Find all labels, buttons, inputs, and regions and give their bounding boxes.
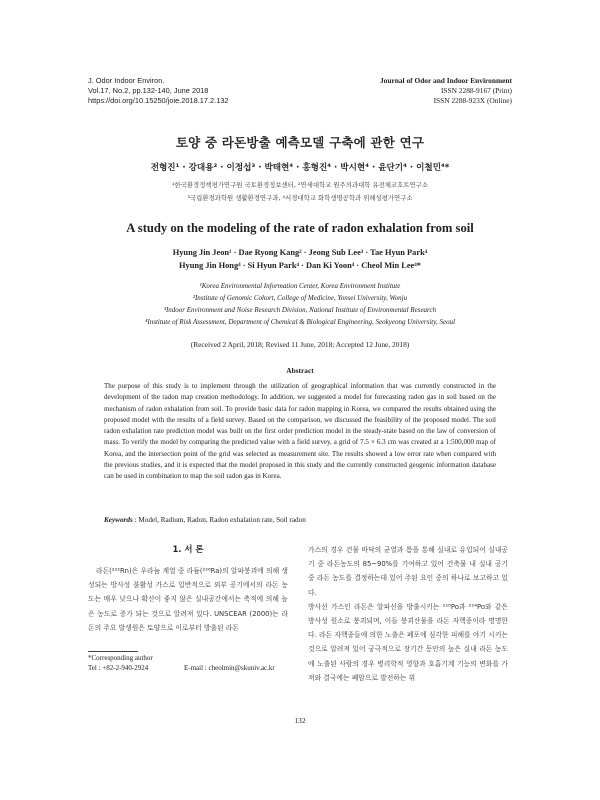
journal-short-name: J. Odor Indoor Environ. <box>88 76 165 85</box>
footnote-divider <box>88 651 138 652</box>
korean-title: 토양 중 라돈방출 예측모델 구축에 관한 연구 <box>175 135 425 150</box>
korean-affiliation-line: ¹한국환경정책평가연구원 국토환경정보센터, ²연세대학교 원주의과대학 유전체코호트연구소 <box>171 181 429 189</box>
keywords-line <box>104 516 496 524</box>
volume-info: Vol.17, No.2, pp.132-140, June 2018 <box>88 86 209 95</box>
english-affiliation-line: ¹Korea Environmental Information Center, Korea Environment Institute <box>199 282 401 290</box>
doi-link[interactable]: https://doi.org/10.15250/joie.2018.17.2.132 <box>88 96 229 105</box>
corresponding-author-tel: Tel : +82-2-940-2924 <box>88 664 149 672</box>
english-title: A study on the modeling of the rate of radon exhalation from soil <box>126 221 474 235</box>
journal-full-name: Journal of Odor and Indoor Environment <box>379 76 512 85</box>
corresponding-author-email[interactable]: E-mail : cheolmin@skuniv.ac.kr <box>184 664 275 672</box>
body-text-right-column: 가스의 경우 건물 바닥의 균열과 틈을 통해 실내로 유입되어 실내공기 중 라돈농도의 85~90%를 기여하고 있어 건축물 내 실내 공기 중 라돈 농도를 결정하는데 있어 주된 요인 중의 하나로 보고하고 있다. 방사선 가스인 라돈은 알파선을 방출시키는 ²¹⁸Po과 ²¹⁴Po와 같은 방사성 원소로 붕괴되며, 이들 붕괴산물을 라돈 자핵종이라 명명한다. 라돈 자핵종들에 의한 노출은 폐포에 심각한 피해를 야기 시키는 것으로 알려져 있어 궁극적으로 장기간 동안의 높은 실내 라돈 농도에 노출된 사람의 경우 병리학적 영향과 호흡기계 기능의 변화를 가져와 결국에는 폐암으로 발전하는 위 <box>308 546 508 682</box>
received-dates: (Received 2 April, 2018; Revised 11 June, 2018; Accepted 12 June, 2018) <box>190 340 410 349</box>
section-heading-introduction: 1. 서 론 <box>172 544 204 554</box>
page-number: 132 <box>294 716 306 725</box>
keywords-label: Keywords <box>104 516 133 524</box>
issn-online: ISSN 2288-923X (Online) <box>433 96 512 105</box>
journal-header-right <box>380 76 512 106</box>
english-affiliation-line: ²Institute of Genomic Cohort, College of Medicine, Yonsei University, Wonju <box>192 294 408 302</box>
abstract-heading: Abstract <box>286 366 314 375</box>
english-authors-line: Hyung Jin Jeon¹ · Dae Ryong Kang² · Jeong Sub Lee³ · Tae Hyun Park⁴ <box>172 248 428 257</box>
body-text-left-column: 라돈(²²²Rn)은 우라늄 계열 중 라듐(²²⁶Ra)의 알파붕괴에 의해 생성되는 방사성 불활성 가스로 일반적으로 외부 공기에서의 라돈 농도는 매우 낮으나 확산이 좋지 않은 실내공간에서는 축적에 의해 높은 농도로 증가 되는 것으로 알려져 있다. UNSCEAR (2000)는 라돈의 주요 발생원은 토양으로 이로부터 방출된 라돈 <box>88 567 288 632</box>
journal-header-left <box>88 76 229 106</box>
english-affiliation-line: ⁴Institute of Risk Assessment, Department of Chemical & Biological Engineering, Seokyeong University, Seoul <box>144 318 456 326</box>
korean-authors: 전형진¹ · 강대용² · 이정섭³ · 박태현⁴ · 홍형진⁴ · 박시현⁴ · 윤단기⁴ · 이철민⁴* <box>150 163 450 173</box>
abstract-text: The purpose of this study is to implement through the utilization of geographical information that was currently constructed in the development of the radon map creation methodology. In addition, we suggested a model for forecasting radon gas in soil based on the mechanism of radon exhalation from soil. To provide basic data for radon mapping in Korea, we compared the results obtained using the proposed model with the results of a field survey. Based on the comparison, we discussed the feasibility of the proposed model. The soil radon exhalation rate prediction model was built on the first order prediction model in the steady-state based on the law of conversion of mass. To verify the model by comparing the predicted value with a field survey, a grid of 7.5 × 6.3 cm was created at a 1:500,000 map of Korea, and the intersection point of the grid was selected as measurement site. The results showed a low error rate when compared with the previous studies, and it is expected that the model proposed in this study and the currently constructed geogenic information database can be used in combination to map the soil radon gas in Korea. <box>104 382 496 481</box>
english-authors-line: Hyung Jin Hong⁴ · Si Hyun Park⁴ · Dan Ki Yoon⁴ · Cheol Min Lee⁴* <box>179 261 421 270</box>
issn-print: ISSN 2288-9167 (Print) <box>440 86 512 95</box>
korean-affiliation-line: ³국립환경과학원 생활환경연구과, ⁴서경대학교 화학생명공학과 위해성평가연구소 <box>187 194 413 202</box>
keywords-list: : Model, Radium, Radon, Radon exhalation rate, Soil radon <box>132 516 306 524</box>
english-affiliation-line: ³Indoor Environment and Noise Research Division, National Institute of Environmental Research <box>163 306 437 314</box>
corresponding-author-note: *Corresponding author <box>88 654 153 662</box>
